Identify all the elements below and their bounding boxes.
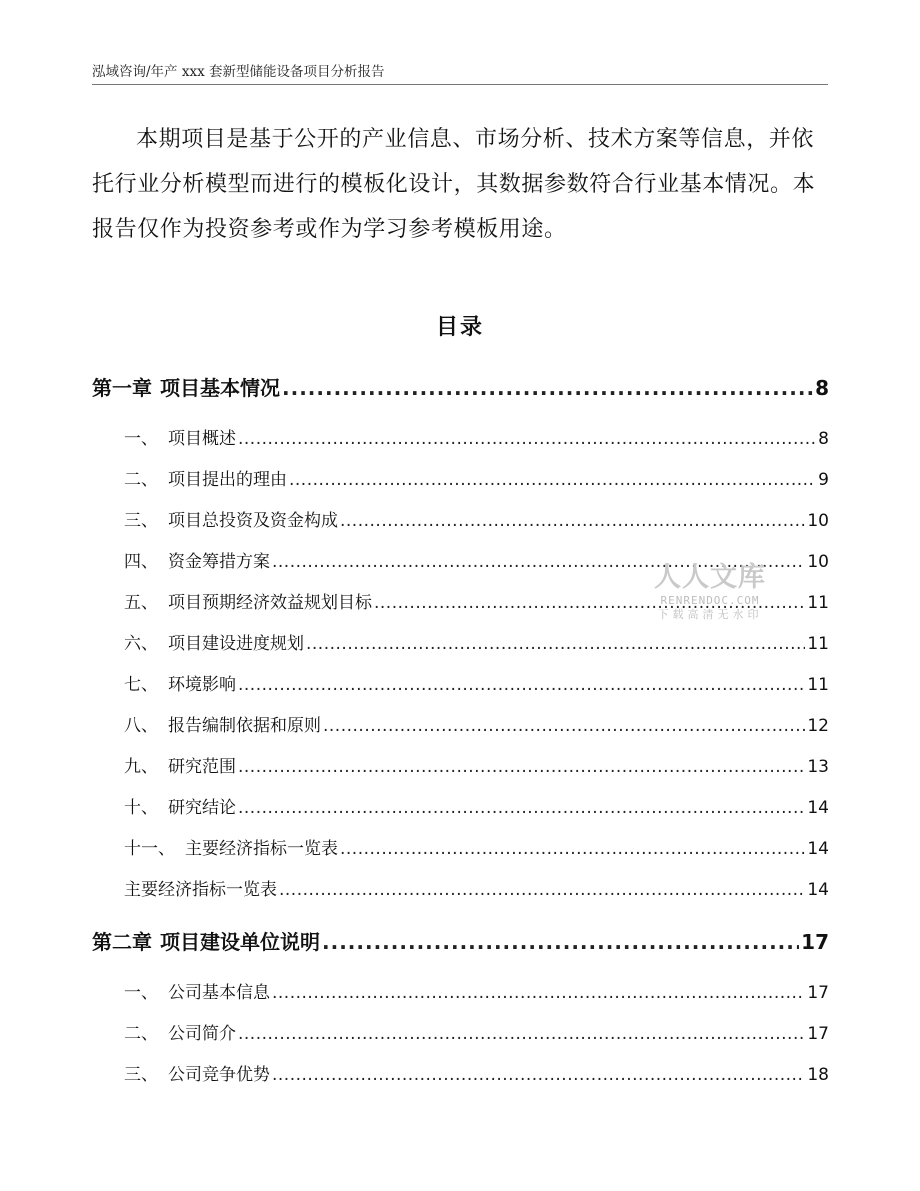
toc-dot-leader [306, 629, 805, 659]
toc-entry-page: 8 [815, 376, 829, 400]
toc-entry-section[interactable] [92, 1060, 829, 1090]
toc-entry-section[interactable] [92, 752, 829, 782]
toc-entry-number: 十、 [124, 798, 158, 818]
watermark-main-text: 人人文库 [654, 562, 766, 593]
toc-entry-section[interactable] [92, 711, 829, 741]
intro-text: 本期项目是基于公开的产业信息、市场分析、技术方案等信息，并依托行业分析模型而进行的模板化设计，其数据参数符合行业基本情况。本报告仅作为投资参考或作为学习参考模板用途。 [92, 127, 816, 242]
toc-entry-number: 一、 [124, 983, 158, 1003]
toc-entry-chapter-2[interactable] [92, 922, 829, 962]
toc-entry-title: 项目预期经济效益规划目标 [168, 593, 372, 613]
header-text: 泓域咨询/年产 xxx 套新型储能设备项目分析报告 [92, 64, 385, 80]
toc-entry-title: 研究结论 [168, 798, 236, 818]
toc-entry-section[interactable] [92, 670, 829, 700]
page-header [92, 60, 828, 85]
toc-entry-title: 项目基本情况 [160, 376, 280, 400]
toc-dot-leader [238, 1019, 805, 1049]
toc-entry-title: 项目总投资及资金构成 [168, 511, 338, 531]
toc-dot-leader [340, 506, 805, 536]
toc-entry-title: 主要经济指标一览表 [124, 880, 277, 900]
toc-entry-title: 研究范围 [168, 757, 236, 777]
toc-entry-page: 14 [807, 880, 829, 900]
toc-entry-page: 11 [807, 593, 829, 613]
toc-entry-number: 二、 [124, 1024, 158, 1044]
toc-entry-number: 十一、 [124, 839, 175, 859]
toc-entry-title: 报告编制依据和原则 [168, 716, 321, 736]
toc-entry-section[interactable] [92, 978, 829, 1008]
toc-entry-page: 8 [818, 429, 829, 449]
toc-entry-section[interactable] [92, 465, 829, 495]
toc-dot-leader [238, 670, 805, 700]
toc-entry-section[interactable] [92, 629, 829, 659]
toc-entry-section[interactable] [92, 834, 829, 864]
toc-entry-title: 项目建设进度规划 [168, 634, 304, 654]
toc-dot-leader [272, 978, 805, 1008]
toc-entry-section[interactable] [92, 875, 829, 905]
toc-entry-page: 18 [807, 1065, 829, 1085]
toc-entry-title: 公司基本信息 [168, 983, 270, 1003]
toc-entry-page: 12 [807, 716, 829, 736]
toc-entry-section[interactable] [92, 506, 829, 536]
toc-entry-page: 17 [801, 930, 829, 954]
watermark-site-text: RENRENDOC.COM [660, 594, 760, 607]
toc-entry-page: 11 [807, 634, 829, 654]
toc-entry-page: 10 [807, 511, 829, 531]
toc-entry-number: 七、 [124, 675, 158, 695]
toc-entry-title: 环境影响 [168, 675, 236, 695]
toc-entry-title: 项目提出的理由 [168, 470, 287, 490]
toc-entry-title: 项目建设单位说明 [160, 930, 320, 954]
toc-entry-number: 第二章 [92, 930, 152, 954]
toc-entry-page: 17 [807, 983, 829, 1003]
toc-entry-page: 14 [807, 798, 829, 818]
watermark-sub-text: 下载高清无水印 [657, 608, 763, 621]
toc-dot-leader [323, 711, 805, 741]
toc-dot-leader [340, 834, 805, 864]
toc-entry-title: 公司竞争优势 [168, 1065, 270, 1085]
toc-entry-number: 九、 [124, 757, 158, 777]
toc-dot-leader [238, 752, 805, 782]
toc-entry-number: 三、 [124, 1065, 158, 1085]
toc-entry-page: 14 [807, 839, 829, 859]
toc-entry-number: 八、 [124, 716, 158, 736]
toc-entry-number: 六、 [124, 634, 158, 654]
toc-entry-section[interactable] [92, 793, 829, 823]
toc-dot-leader [238, 793, 805, 823]
toc-entry-page: 10 [807, 552, 829, 572]
intro-paragraph [92, 117, 828, 252]
toc-title: 目录 [435, 315, 484, 340]
toc-entry-number: 三、 [124, 511, 158, 531]
toc-dot-leader [282, 368, 813, 408]
toc-dot-leader [289, 465, 816, 495]
toc-dot-leader [279, 875, 805, 905]
toc-dot-leader [272, 1060, 805, 1090]
toc-entry-number: 二、 [124, 470, 158, 490]
toc-entry-number: 四、 [124, 552, 158, 572]
toc-entry-title: 主要经济指标一览表 [185, 839, 338, 859]
toc-dot-leader [238, 424, 816, 454]
toc-entry-page: 17 [807, 1024, 829, 1044]
toc-entry-chapter-1[interactable] [92, 368, 829, 408]
toc-entry-page: 13 [807, 757, 829, 777]
toc-dot-leader [322, 922, 799, 962]
toc-entry-title: 资金筹措方案 [168, 552, 270, 572]
toc-entry-title: 公司简介 [168, 1024, 236, 1044]
toc-entry-page: 11 [807, 675, 829, 695]
watermark-logo [645, 562, 775, 630]
toc-entry-page: 9 [818, 470, 829, 490]
toc-entry-section[interactable] [92, 424, 829, 454]
toc-entry-number: 五、 [124, 593, 158, 613]
toc-entry-number: 第一章 [92, 376, 152, 400]
toc-entry-section[interactable] [92, 1019, 829, 1049]
toc-entry-number: 一、 [124, 429, 158, 449]
toc-entry-title: 项目概述 [168, 429, 236, 449]
